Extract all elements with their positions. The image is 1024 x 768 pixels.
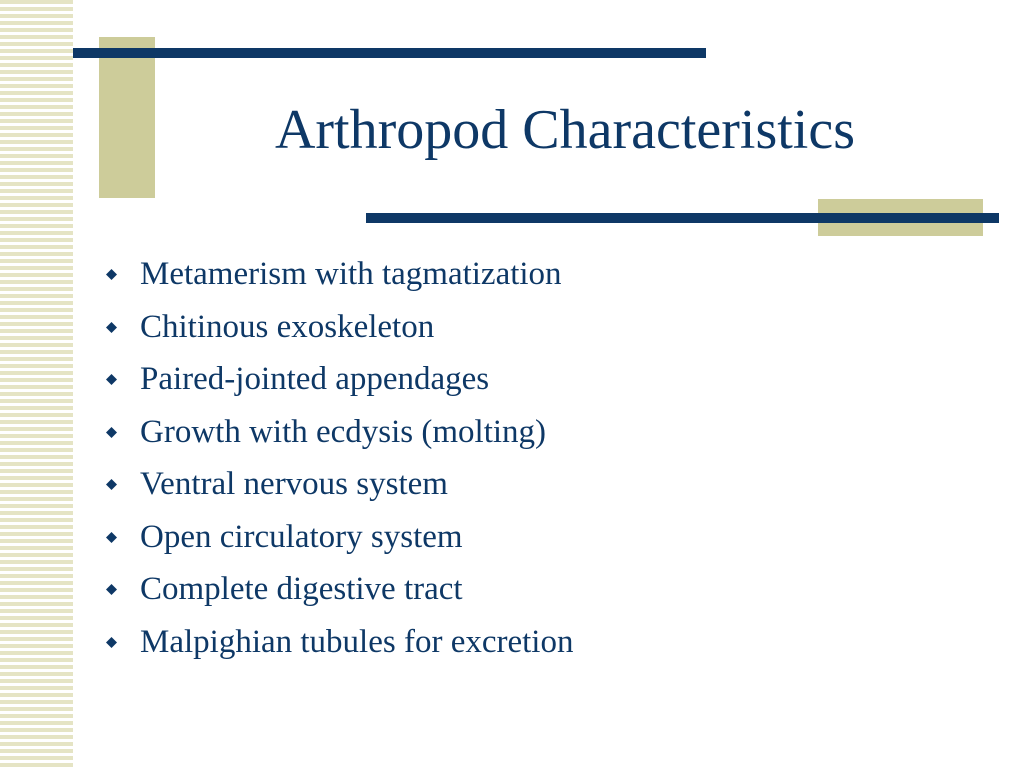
diamond-bullet-icon: [106, 479, 117, 490]
diamond-bullet-icon: [106, 269, 117, 280]
diamond-bullet-icon: [106, 584, 117, 595]
bullet-text: Chitinous exoskeleton: [140, 308, 435, 345]
diamond-bullet-icon: [106, 427, 117, 438]
bullet-item: [100, 565, 573, 618]
diamond-bullet-icon: [106, 374, 117, 385]
bullet-text: Open circulatory system: [140, 518, 463, 555]
bullet-item: [100, 460, 573, 513]
bullet-item: [100, 250, 573, 303]
diamond-bullet-icon: [106, 532, 117, 543]
navy-rule-bottom: [366, 213, 999, 223]
bullet-item: [100, 355, 573, 408]
bullet-text: Complete digestive tract: [140, 571, 463, 607]
bullet-item: [100, 303, 573, 356]
bullet-text: Malpighian tubules for excretion: [140, 623, 574, 660]
diamond-bullet-icon: [106, 637, 117, 648]
bullet-text: Paired-jointed appendages: [140, 361, 490, 397]
bullet-list: [100, 250, 573, 670]
slide-title: Arthropod Characteristics: [274, 99, 856, 161]
bullet-text: Ventral nervous system: [140, 466, 448, 502]
bullet-item: [100, 618, 573, 671]
bullet-item: [100, 408, 573, 461]
left-stripe-border: [0, 0, 73, 768]
navy-rule-top: [73, 48, 706, 58]
tan-accent-block-top: [99, 37, 155, 198]
bullet-text: Metamerism with tagmatization: [140, 256, 562, 292]
bullet-item: [100, 513, 573, 566]
diamond-bullet-icon: [106, 322, 117, 333]
bullet-text: Growth with ecdysis (molting): [140, 413, 547, 450]
